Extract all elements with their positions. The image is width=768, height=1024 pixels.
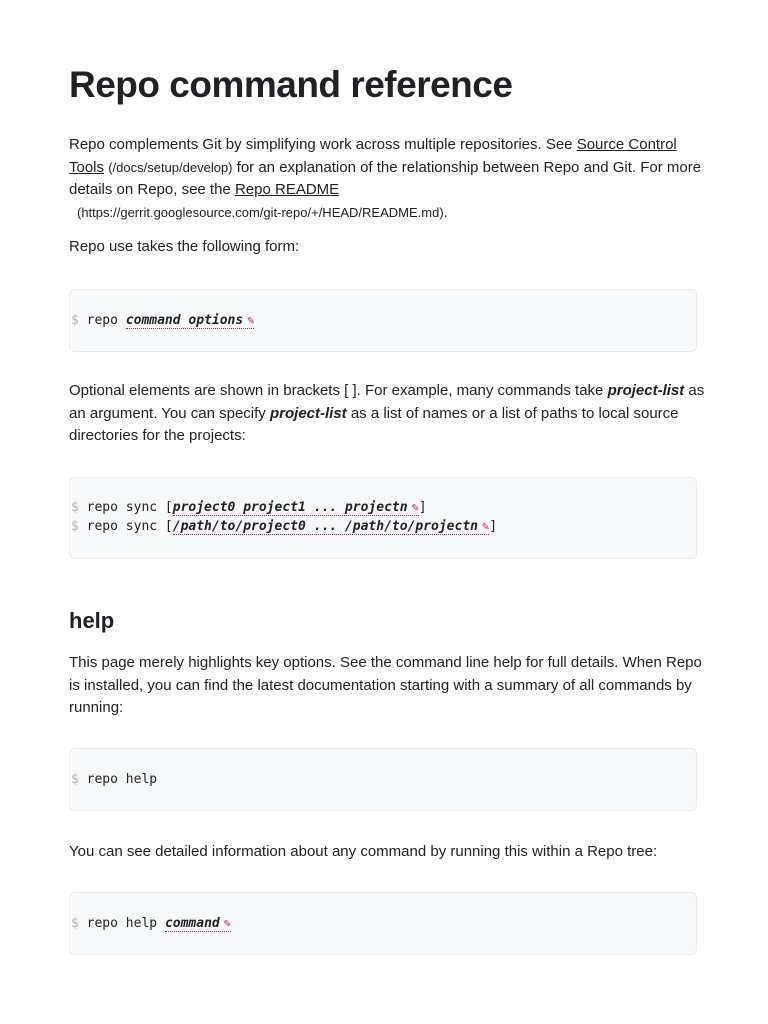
repo-readme-link[interactable]: Repo README xyxy=(234,181,340,198)
emphasis: project-list xyxy=(269,404,347,422)
pencil-icon: ✎ xyxy=(247,313,255,327)
command-text: repo help xyxy=(86,916,165,931)
placeholder-var[interactable] xyxy=(126,313,255,329)
code-block xyxy=(69,748,697,811)
text: Optional elements are shown in brackets [ ]. For example, many commands take xyxy=(69,382,608,399)
command-text: ] xyxy=(489,519,498,534)
placeholder-var[interactable] xyxy=(165,916,231,932)
code-block xyxy=(69,892,697,955)
prompt: $ xyxy=(71,500,79,515)
command-text: repo xyxy=(86,313,126,328)
intro-text: for an explanation of the relationship between Repo and Git. For more details on Repo, see the xyxy=(69,158,702,198)
var-text: /path/to/project0 ... /path/to/projectn xyxy=(172,519,478,534)
source-control-tools-link[interactable]: Source Control Tools xyxy=(69,136,677,176)
intro-text: Repo complements Git by simplifying work across multiple repositories. See xyxy=(69,136,577,153)
code-block xyxy=(69,477,697,559)
help-heading: help xyxy=(69,608,115,633)
pencil-icon: ✎ xyxy=(482,519,490,533)
prompt: $ xyxy=(71,916,79,931)
command-text: repo help xyxy=(86,772,158,787)
pencil-icon: ✎ xyxy=(223,916,231,930)
command-text: repo sync [ xyxy=(86,519,173,534)
detail-paragraph: You can see detailed information about any command by running this within a Repo tree: xyxy=(69,843,658,860)
var-text: command xyxy=(164,916,220,931)
code-line xyxy=(71,313,254,328)
page-title: Repo command reference xyxy=(69,64,513,105)
code-line xyxy=(71,916,231,931)
prompt: $ xyxy=(71,519,79,534)
form-text: Repo use takes the following form: xyxy=(69,238,300,255)
code-line xyxy=(71,500,427,515)
prompt: $ xyxy=(71,772,79,787)
code-block xyxy=(69,289,697,352)
link-url: (/docs/setup/develop) xyxy=(108,159,233,175)
placeholder-var[interactable] xyxy=(173,500,419,516)
var-text: project0 project1 ... projectn xyxy=(172,500,408,515)
command-text: ] xyxy=(418,500,427,515)
code-line xyxy=(71,772,157,787)
help-paragraph: This page merely highlights key options. See the command line help for full details. When Repo is installed, you can find the latest documentation starting with a summary of all commands by running: xyxy=(69,654,702,716)
pencil-icon: ✎ xyxy=(411,500,419,514)
command-text: repo sync [ xyxy=(86,500,173,515)
optional-paragraph xyxy=(69,380,709,448)
var-text: command options xyxy=(125,313,244,328)
text: as an argument. You can specify xyxy=(69,382,705,422)
code-line xyxy=(71,519,497,534)
prompt: $ xyxy=(71,313,79,328)
text: as a list of names or a list of paths to local source directories for the projects: xyxy=(69,404,679,444)
emphasis: project-list xyxy=(607,382,685,399)
intro-text: . xyxy=(443,203,448,221)
intro-paragraph xyxy=(69,134,709,224)
placeholder-var[interactable] xyxy=(173,519,489,535)
link-url: (https://gerrit.googlesource.com/git-repo/+/HEAD/README.md) xyxy=(77,204,444,220)
